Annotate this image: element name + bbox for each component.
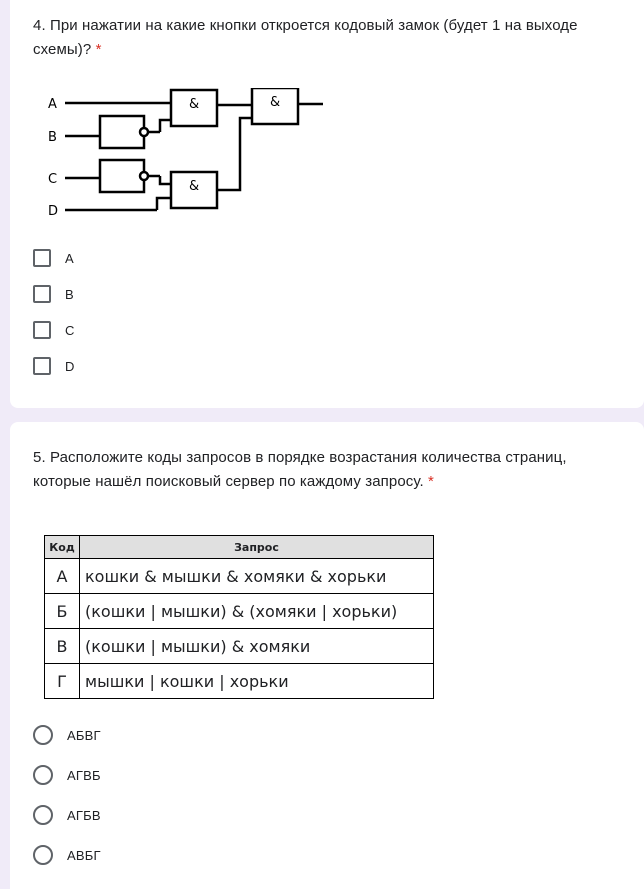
option-label: АВБГ	[67, 847, 101, 863]
cell-query: (кошки | мышки) & (хомяки | хорьки)	[80, 594, 434, 629]
checkbox-icon[interactable]	[33, 357, 51, 375]
cell-query: кошки & мышки & хомяки & хорьки	[80, 559, 434, 594]
option-label: D	[65, 358, 75, 374]
and-gate-1-label: &	[189, 97, 200, 112]
radio-icon[interactable]	[33, 845, 53, 865]
input-label-b: B	[48, 130, 57, 145]
cell-code: В	[45, 629, 80, 664]
option-label: АГБВ	[67, 807, 101, 823]
option-label: B	[65, 286, 74, 302]
option-c[interactable]	[33, 318, 75, 342]
cell-code: Б	[45, 594, 80, 629]
option-avbg[interactable]	[33, 843, 101, 867]
radio-icon[interactable]	[33, 765, 53, 785]
cell-query: (кошки | мышки) & хомяки	[80, 629, 434, 664]
required-asterisk: *	[95, 41, 102, 58]
and-gate-3-label: &	[270, 95, 281, 110]
option-label: A	[65, 250, 74, 266]
cell-code: Г	[45, 664, 80, 699]
not-gate-2	[100, 160, 144, 192]
checkbox-icon[interactable]	[33, 249, 51, 267]
option-label: АБВГ	[67, 727, 101, 743]
logic-circuit-diagram	[40, 88, 340, 238]
table-header-row	[45, 536, 434, 559]
table-row	[45, 629, 434, 664]
option-b[interactable]	[33, 282, 74, 306]
query-table	[44, 535, 434, 699]
question-4-title	[33, 14, 628, 62]
table-row	[45, 594, 434, 629]
option-agvb[interactable]	[33, 763, 101, 787]
checkbox-icon[interactable]	[33, 285, 51, 303]
required-asterisk: *	[428, 473, 434, 490]
not-gate-1	[100, 116, 144, 148]
input-label-a: A	[48, 97, 57, 112]
input-label-d: D	[48, 204, 59, 219]
question-5-title	[33, 446, 628, 494]
option-a[interactable]	[33, 246, 74, 270]
question-4-text: 4. При нажатии на какие кнопки откроется кодовый замок (будет 1 на выходе схемы)?	[33, 17, 578, 58]
question-4-card	[10, 0, 644, 408]
radio-icon[interactable]	[33, 805, 53, 825]
header-code: Код	[45, 536, 80, 559]
input-label-c: C	[48, 172, 58, 187]
cell-code: А	[45, 559, 80, 594]
option-abvg[interactable]	[33, 723, 101, 747]
option-d[interactable]	[33, 354, 75, 378]
table-row	[45, 559, 434, 594]
cell-query: мышки | кошки | хорьки	[80, 664, 434, 699]
checkbox-icon[interactable]	[33, 321, 51, 339]
table-row	[45, 664, 434, 699]
question-5-text: 5. Расположите коды запросов в порядке возрастания количества страниц, которые нашёл поисковый сервер по каждому запросу.	[33, 449, 567, 490]
and-gate-2-label: &	[189, 179, 200, 194]
radio-icon[interactable]	[33, 725, 53, 745]
option-label: АГВБ	[67, 767, 101, 783]
option-agbv[interactable]	[33, 803, 101, 827]
option-label: C	[65, 322, 75, 338]
header-query: Запрос	[80, 536, 434, 559]
question-5-card	[10, 422, 644, 889]
